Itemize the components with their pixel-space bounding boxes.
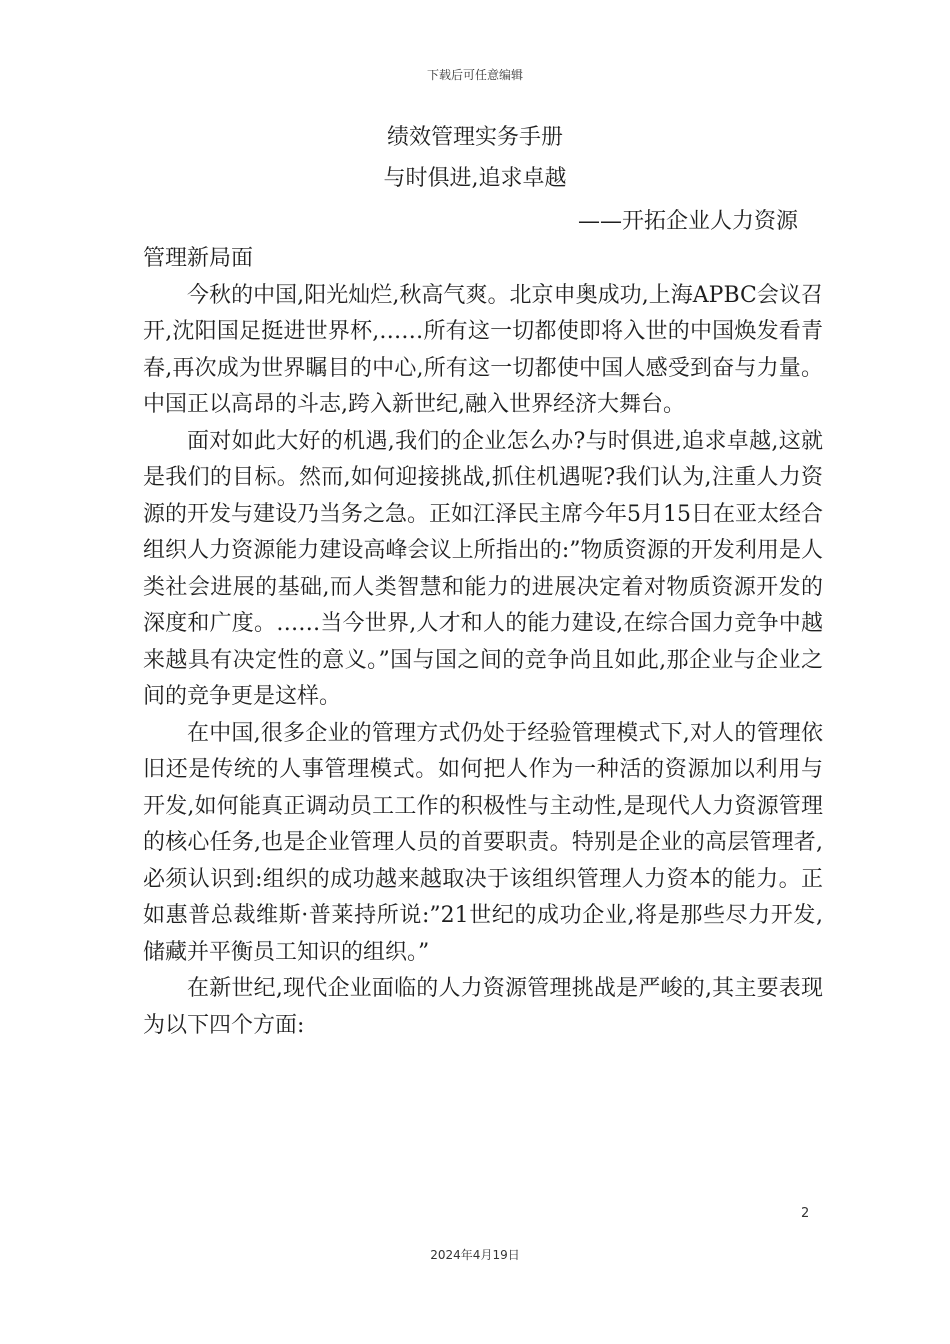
paragraph-1: 今秋的中国,阳光灿烂,秋高气爽。北京申奥成功,上海APBC会议召开,沈阳国足挺进世界杯,……所有这一切都使即将入世的中国焕发看青春,再次成为世界瞩目的中心,所有这一切都使中国人感受到奋与力量。中国正以高昂的斗志,跨入新世纪,融入世界经济大舞台。 bbox=[143, 282, 823, 417]
document-body bbox=[143, 241, 823, 1044]
paragraph-2: 面对如此大好的机遇,我们的企业怎么办?与时俱进,追求卓越,这就是我们的目标。然而,如何迎接挑战,抓住机遇呢?我们认为,注重人力资源的开发与建设乃当务之急。正如江泽民主席今年5月15日在亚太经合组织人力资源能力建设高峰会议上所指出的:”物质资源的开发利用是人类社会进展的基础,而人类智慧和能力的进展决定着对物质资源开发的深度和广度。……当今世界,人才和人的能力建设,在综合国力竞争中越来越具有决定性的意义。”国与国之间的竞争尚且如此,那企业与企业之间的竞争更是这样。 bbox=[143, 428, 823, 709]
paragraph-4: 在新世纪,现代企业面临的人力资源管理挑战是严峻的,其主要表现为以下四个方面: bbox=[143, 976, 823, 1038]
page-number: 2 bbox=[801, 1206, 810, 1221]
document-subtitle-main: 与时俱进,追求卓越 bbox=[383, 166, 567, 191]
page-header-note: 下载后可任意编辑 bbox=[426, 68, 523, 82]
subtitle-continuation: 管理新局面 bbox=[143, 246, 254, 271]
document-title: 绩效管理实务手册 bbox=[386, 125, 563, 150]
page-footer-date: 2024年4月19日 bbox=[430, 1248, 520, 1262]
paragraph-3: 在中国,很多企业的管理方式仍处于经验管理模式下,对人的管理依旧还是传统的人事管理模式。如何把人作为一种活的资源加以利用与开发,如何能真正调动员工工作的积极性与主动性,是现代人力资源管理的核心任务,也是企业管理人员的首要职责。特别是企业的高层管理者,必须认识到:组织的成功越来越取决于该组织管理人力资本的能力。正如惠普总裁维斯·普莱持所说:”21世纪的成功企业,将是那些尽力开发,储藏并平衡员工知识的组织。” bbox=[143, 720, 823, 965]
document-subtitle-dash: ——开拓企业人力资源 bbox=[578, 209, 799, 234]
